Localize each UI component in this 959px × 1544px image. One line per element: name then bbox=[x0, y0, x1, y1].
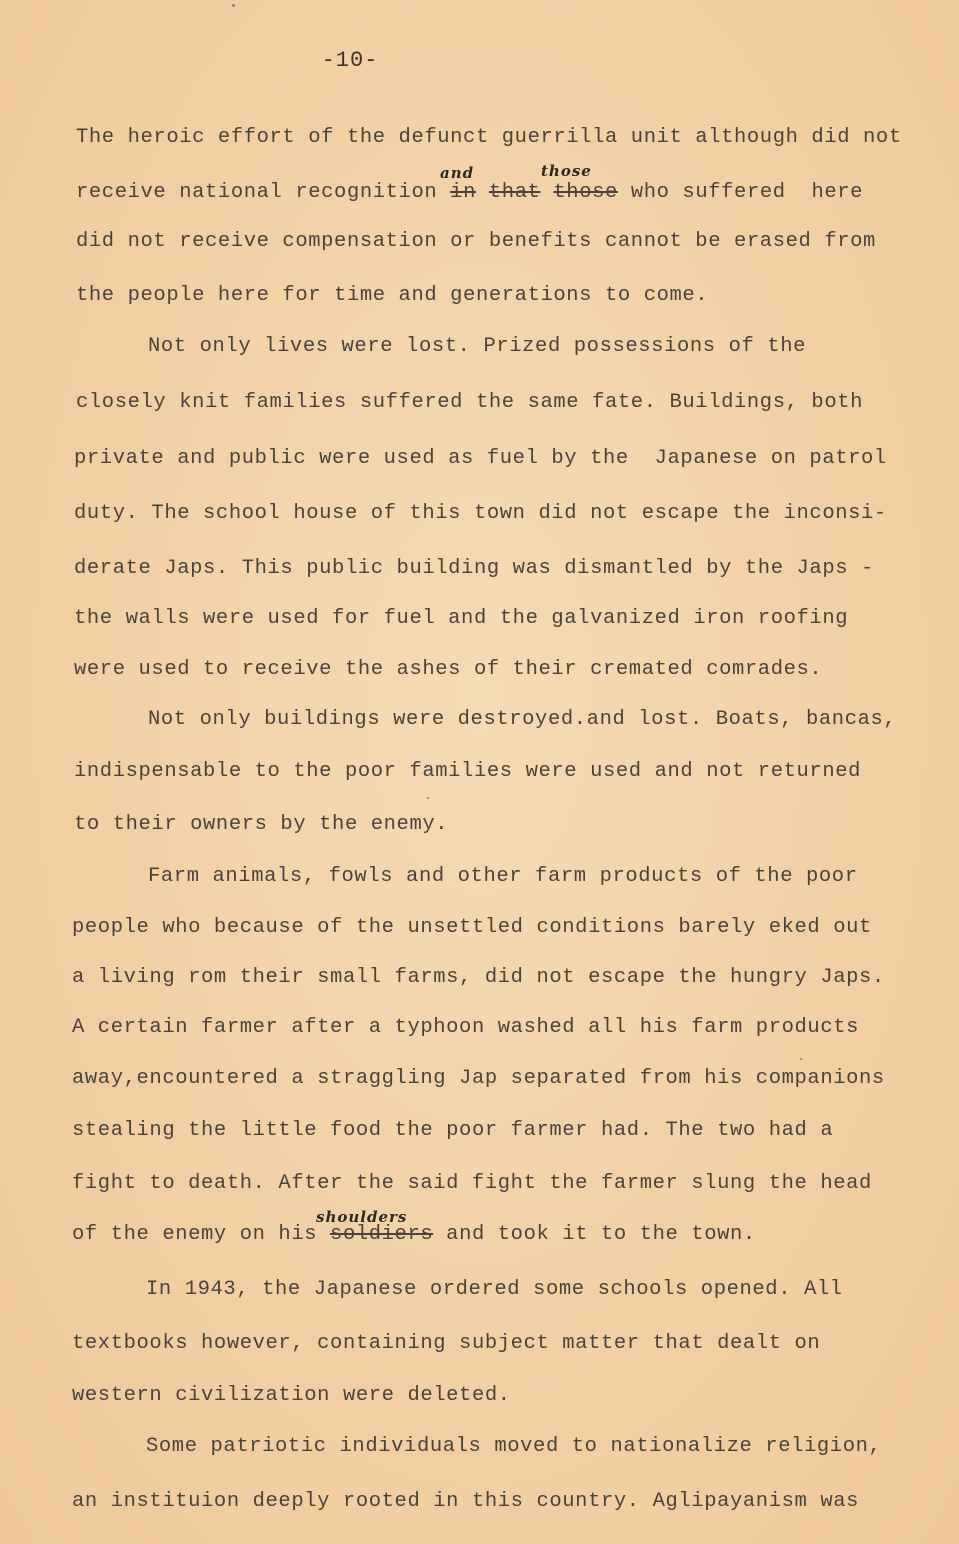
text-line-24: textbooks however, containing subject matter that dealt on bbox=[72, 1332, 821, 1355]
text-line-19: away,encountered a straggling Jap separated from his companions bbox=[72, 1067, 885, 1090]
text-line-26: Some patriotic individuals moved to nationalize religion, bbox=[146, 1435, 882, 1458]
text-line-23: In 1943, the Japanese ordered some schools opened. All bbox=[146, 1278, 843, 1301]
text-line-25: western civilization were deleted. bbox=[72, 1384, 511, 1407]
text-line-10: the walls were used for fuel and the galvanized iron roofing bbox=[74, 607, 849, 630]
text-line-22-end: and took it to the town. bbox=[433, 1223, 756, 1246]
text-line-12: Not only buildings were destroyed.and lost. Boats, bancas, bbox=[148, 708, 897, 731]
text-line-2 bbox=[76, 181, 863, 204]
text-line-21: fight to death. After the said fight the farmer slung the head bbox=[72, 1172, 872, 1195]
text-line-14: to their owners by the enemy. bbox=[74, 813, 449, 836]
text-line-27: an instituion deeply rooted in this country. Aglipayanism was bbox=[72, 1490, 860, 1513]
text-line-6: closely knit families suffered the same fate. Buildings, both bbox=[76, 391, 864, 414]
text-line-1: The heroic effort of the defunct guerrilla unit although did not bbox=[76, 126, 902, 149]
struck-word-soldiers: soldiers bbox=[330, 1223, 434, 1246]
text-line-4: the people here for time and generations to come. bbox=[76, 284, 709, 307]
text-line-22 bbox=[72, 1223, 756, 1246]
struck-word-that: that bbox=[488, 181, 541, 204]
text-line-9: derate Japs. This public building was dismantled by the Japs - bbox=[74, 557, 874, 580]
text-line-22-start: of the enemy on his bbox=[72, 1223, 331, 1246]
space bbox=[541, 181, 554, 204]
text-line-15: Farm animals, fowls and other farm products of the poor bbox=[148, 865, 858, 888]
handwritten-insert-and: and bbox=[440, 164, 475, 182]
text-line-3: did not receive compensation or benefits cannot be erased from bbox=[76, 230, 876, 253]
struck-word-in: in bbox=[450, 181, 476, 204]
space bbox=[476, 181, 489, 204]
handwritten-insert-shoulders: shoulders bbox=[316, 1208, 408, 1226]
text-line-11: were used to receive the ashes of their cremated comrades. bbox=[74, 658, 823, 681]
text-line-2-start: receive national recognition bbox=[76, 181, 451, 204]
text-line-16: people who because of the unsettled conditions barely eked out bbox=[72, 916, 872, 939]
text-line-2-end: who suffered here bbox=[617, 181, 864, 204]
paper-speck bbox=[427, 797, 429, 799]
text-line-5: Not only lives were lost. Prized possessions of the bbox=[148, 335, 807, 358]
paper-speck bbox=[232, 4, 235, 7]
text-line-18: A certain farmer after a typhoon washed all his farm products bbox=[72, 1016, 860, 1039]
page-number: -10- bbox=[321, 48, 379, 73]
text-line-13: indispensable to the poor families were used and not returned bbox=[74, 760, 862, 783]
text-line-20: stealing the little food the poor farmer had. The two had a bbox=[72, 1119, 834, 1142]
text-line-17: a living rom their small farms, did not escape the hungry Japs. bbox=[72, 966, 885, 989]
text-line-7: private and public were used as fuel by the Japanese on patrol bbox=[74, 447, 887, 470]
text-line-8: duty. The school house of this town did not escape the inconsi- bbox=[74, 502, 887, 525]
paper-speck bbox=[800, 1058, 802, 1060]
handwritten-insert-those: those bbox=[541, 162, 592, 180]
struck-word-those: those bbox=[553, 181, 618, 204]
